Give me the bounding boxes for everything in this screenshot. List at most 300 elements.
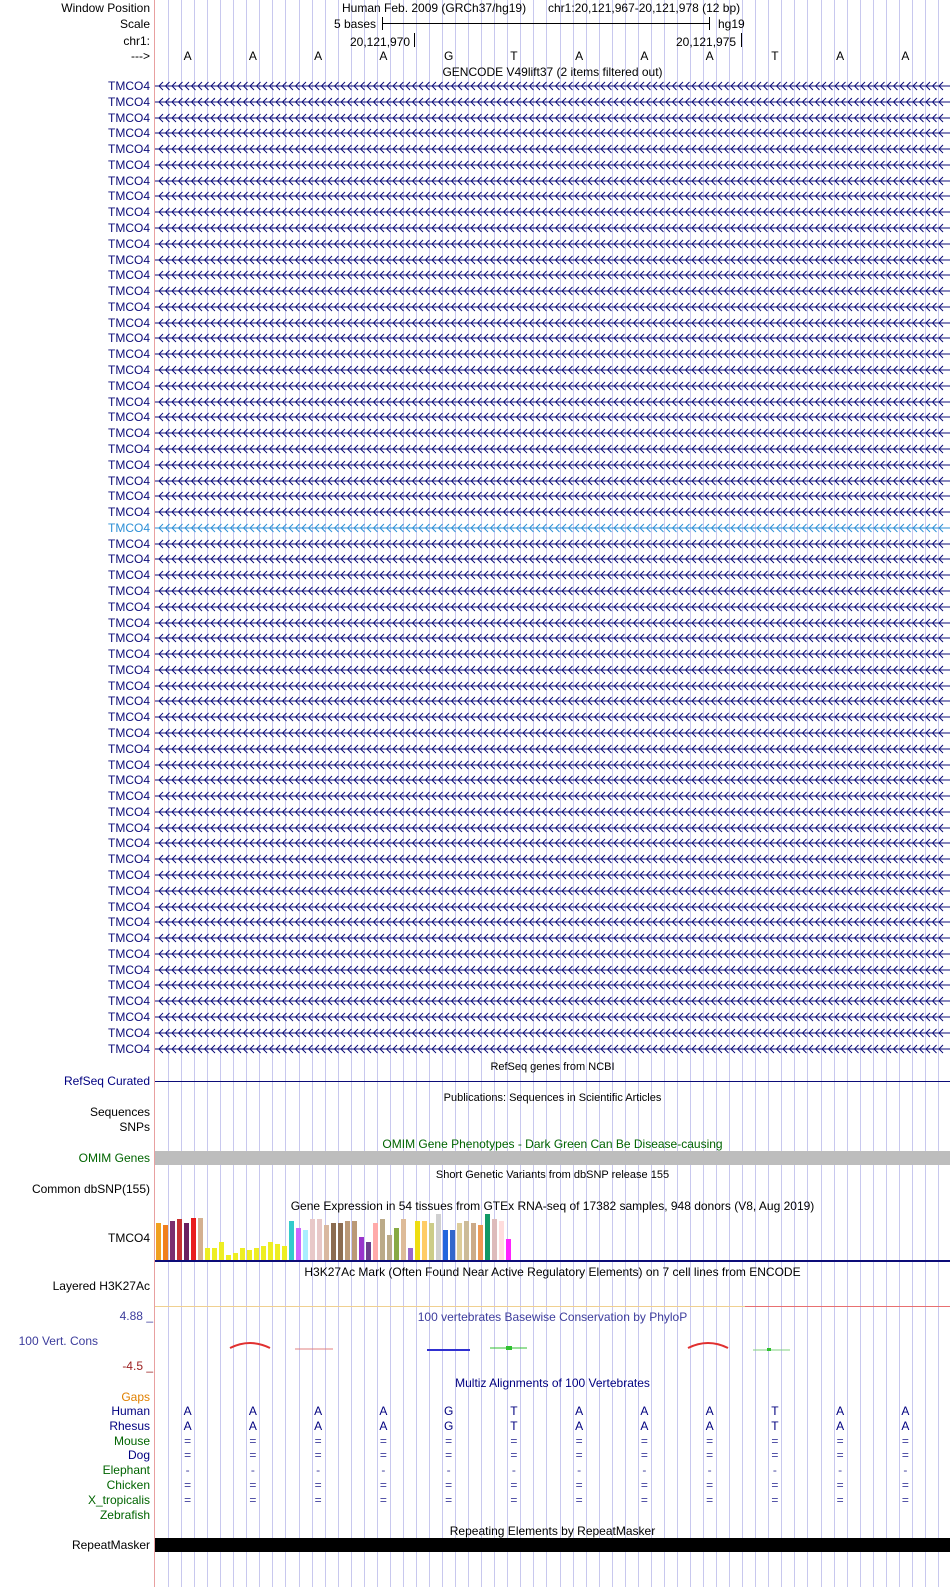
- gtex-bar[interactable]: [478, 1225, 483, 1260]
- gencode-gene-label[interactable]: TMCO4: [108, 710, 150, 725]
- gencode-gene-label[interactable]: TMCO4: [108, 378, 150, 393]
- multiz-base: T: [510, 1404, 518, 1418]
- gencode-transcript[interactable]: [155, 885, 950, 897]
- multiz-base: A: [379, 1418, 388, 1433]
- gencode-transcript[interactable]: [155, 648, 950, 660]
- multiz-species-label[interactable]: Mouse: [113, 1433, 150, 1448]
- gtex-bar[interactable]: [219, 1242, 224, 1260]
- base-letter: A: [379, 49, 388, 63]
- gencode-gene-label[interactable]: TMCO4: [108, 426, 150, 441]
- gencode-transcript[interactable]: [155, 190, 950, 202]
- gtex-bar[interactable]: [471, 1223, 476, 1260]
- gencode-gene-label[interactable]: TMCO4: [108, 520, 150, 535]
- multiz-base: A: [705, 1418, 714, 1433]
- gencode-gene-label[interactable]: TMCO4: [108, 1041, 150, 1056]
- gtex-bar[interactable]: [429, 1223, 434, 1260]
- multiz-base: =: [510, 1448, 518, 1463]
- scale-label: Scale: [119, 17, 150, 31]
- gencode-gene-label[interactable]: TMCO4: [108, 962, 150, 977]
- gencode-gene-label[interactable]: TMCO4: [108, 615, 150, 630]
- gencode-transcript[interactable]: [155, 380, 950, 392]
- gencode-transcript[interactable]: [155, 112, 950, 124]
- gencode-gene-label[interactable]: TMCO4: [108, 899, 150, 914]
- gencode-gene-label[interactable]: TMCO4: [108, 804, 150, 819]
- gtex-bar[interactable]: [443, 1230, 448, 1260]
- gtex-bar[interactable]: [156, 1223, 161, 1260]
- gtex-bar[interactable]: [394, 1228, 399, 1260]
- multiz-base: A: [183, 1404, 192, 1418]
- multiz-base: =: [379, 1492, 387, 1507]
- gtex-bar[interactable]: [170, 1221, 175, 1260]
- gencode-gene-label[interactable]: TMCO4: [108, 552, 150, 567]
- assembly-text: Human Feb. 2009 (GRCh37/hg19): [342, 1, 527, 15]
- gtex-bar[interactable]: [233, 1253, 238, 1260]
- multiz-base: =: [575, 1478, 583, 1492]
- gencode-transcript[interactable]: [155, 459, 950, 471]
- gencode-gene-label[interactable]: TMCO4: [108, 331, 150, 346]
- base-letter: A: [248, 49, 257, 63]
- gencode-transcript[interactable]: [155, 774, 950, 786]
- gencode-transcript[interactable]: [155, 427, 950, 439]
- gencode-gene-label[interactable]: TMCO4: [108, 978, 150, 993]
- multiz-base: =: [640, 1433, 648, 1448]
- gencode-transcript[interactable]: [155, 695, 950, 707]
- gencode-transcript[interactable]: [155, 159, 950, 171]
- dbsnp-label[interactable]: Common dbSNP(155): [31, 1182, 150, 1196]
- multiz-base: =: [901, 1433, 909, 1448]
- gencode-gene-label[interactable]: TMCO4: [108, 189, 150, 204]
- dbsnp-title[interactable]: Short Genetic Variants from dbSNP release 155: [435, 1169, 670, 1181]
- gencode-gene-label[interactable]: TMCO4: [108, 647, 150, 662]
- refseq-feature[interactable]: [155, 1081, 950, 1082]
- h3k27ac-label[interactable]: Layered H3K27Ac: [52, 1279, 150, 1293]
- multiz-species-label[interactable]: X_tropicalis: [87, 1492, 150, 1507]
- omim-label[interactable]: OMIM Genes: [78, 1151, 150, 1165]
- gencode-transcript[interactable]: [155, 901, 950, 913]
- refseq-label[interactable]: RefSeq Curated: [63, 1074, 150, 1088]
- multiz-title[interactable]: Multiz Alignments of 100 Vertebrates: [455, 1376, 650, 1390]
- gencode-transcript[interactable]: [155, 443, 950, 455]
- multiz-base: =: [379, 1478, 387, 1492]
- gencode-gene-label[interactable]: TMCO4: [108, 473, 150, 488]
- multiz-base: =: [249, 1492, 257, 1507]
- gencode-transcript[interactable]: [155, 664, 950, 676]
- gencode-gene-label[interactable]: TMCO4: [108, 725, 150, 740]
- db-text: hg19: [718, 17, 745, 31]
- multiz-base: G: [443, 1404, 454, 1418]
- conservation-min-label: -4.5 _: [122, 1359, 153, 1373]
- gencode-gene-label[interactable]: TMCO4: [108, 741, 150, 756]
- gtex-bar-chart[interactable]: [155, 1214, 535, 1260]
- gtex-bar[interactable]: [506, 1239, 511, 1260]
- gtex-bar[interactable]: [352, 1221, 357, 1260]
- gtex-bar[interactable]: [331, 1223, 336, 1260]
- gencode-gene-label[interactable]: TMCO4: [108, 94, 150, 109]
- gencode-transcript[interactable]: [155, 143, 950, 155]
- base-letter: A: [575, 49, 584, 63]
- multiz-base: A: [248, 1404, 257, 1418]
- gencode-transcript[interactable]: [155, 348, 950, 360]
- multiz-base: -: [185, 1463, 190, 1478]
- base-letter: T: [771, 49, 779, 63]
- multiz-species-label[interactable]: Rhesus: [109, 1418, 150, 1433]
- gencode-gene-label[interactable]: TMCO4: [108, 883, 150, 898]
- base-letter: A: [705, 49, 714, 63]
- multiz-base: =: [706, 1478, 714, 1492]
- gtex-bar[interactable]: [303, 1230, 308, 1260]
- gencode-transcript[interactable]: [155, 711, 950, 723]
- gencode-gene-label[interactable]: TMCO4: [108, 110, 150, 125]
- multiz-base: =: [184, 1478, 192, 1492]
- h3k27ac-title[interactable]: H3K27Ac Mark (Often Found Near Active Regulatory Elements) on 7 cell lines from ENCODE: [304, 1265, 801, 1279]
- gencode-transcript[interactable]: [155, 96, 950, 108]
- gencode-transcript[interactable]: [155, 269, 950, 281]
- gtex-bar[interactable]: [317, 1219, 322, 1260]
- gencode-gene-label[interactable]: TMCO4: [108, 583, 150, 598]
- gencode-gene-label[interactable]: TMCO4: [108, 836, 150, 851]
- gencode-gene-label[interactable]: TMCO4: [108, 789, 150, 804]
- gtex-bar[interactable]: [212, 1248, 217, 1260]
- gencode-transcript[interactable]: [155, 569, 950, 581]
- gencode-gene-label[interactable]: TMCO4: [108, 457, 150, 472]
- publications-title[interactable]: Publications: Sequences in Scientific Articles: [443, 1092, 662, 1104]
- gtex-bar[interactable]: [499, 1221, 504, 1260]
- gtex-bar[interactable]: [289, 1221, 294, 1260]
- scale-bar-right-tick: [709, 17, 710, 30]
- gencode-gene-label[interactable]: TMCO4: [108, 236, 150, 251]
- gencode-transcript[interactable]: [155, 948, 950, 960]
- gencode-gene-label[interactable]: TMCO4: [108, 79, 150, 93]
- gencode-gene-label[interactable]: TMCO4: [108, 441, 150, 456]
- gencode-gene-label[interactable]: TMCO4: [108, 505, 150, 520]
- gencode-transcript[interactable]: [155, 617, 950, 629]
- gtex-bar[interactable]: [338, 1223, 343, 1260]
- gencode-gene-label[interactable]: TMCO4: [108, 299, 150, 314]
- multiz-base: =: [184, 1492, 192, 1507]
- multiz-base: =: [379, 1448, 387, 1463]
- gtex-bar[interactable]: [380, 1219, 385, 1260]
- gencode-gene-label[interactable]: TMCO4: [108, 126, 150, 141]
- multiz-base: =: [836, 1478, 844, 1492]
- gencode-transcript[interactable]: [155, 1027, 950, 1039]
- gencode-transcript[interactable]: [155, 127, 950, 139]
- gencode-transcript[interactable]: [155, 806, 950, 818]
- gencode-gene-label[interactable]: TMCO4: [108, 599, 150, 614]
- gencode-transcript[interactable]: [155, 680, 950, 692]
- gencode-gene-label[interactable]: TMCO4: [108, 631, 150, 646]
- multiz-base: A: [836, 1418, 845, 1433]
- gencode-transcript[interactable]: [155, 601, 950, 613]
- gtex-bar[interactable]: [401, 1219, 406, 1260]
- gencode-transcript[interactable]: [155, 80, 950, 92]
- multiz-base: =: [575, 1448, 583, 1463]
- gencode-gene-label[interactable]: TMCO4: [108, 946, 150, 961]
- gencode-gene-label[interactable]: TMCO4: [108, 868, 150, 882]
- gencode-transcript[interactable]: [155, 254, 950, 266]
- multiz-species-label[interactable]: Chicken: [106, 1478, 150, 1492]
- gtex-bar[interactable]: [345, 1221, 350, 1260]
- gencode-gene-label[interactable]: TMCO4: [108, 662, 150, 677]
- multiz-base: =: [575, 1492, 583, 1507]
- gencode-transcript[interactable]: [155, 853, 950, 865]
- gencode-transcript[interactable]: [155, 506, 950, 518]
- gencode-gene-label[interactable]: TMCO4: [108, 363, 150, 378]
- multiz-base: =: [836, 1448, 844, 1463]
- gencode-transcript[interactable]: [155, 727, 950, 739]
- multiz-base: -: [707, 1463, 712, 1478]
- gencode-gene-label[interactable]: TMCO4: [108, 536, 150, 551]
- omim-feature[interactable]: [155, 1151, 950, 1165]
- gencode-gene-label[interactable]: TMCO4: [108, 221, 150, 236]
- multiz-base: -: [642, 1463, 647, 1478]
- gencode-gene-label[interactable]: TMCO4: [108, 284, 150, 299]
- multiz-base: -: [381, 1463, 386, 1478]
- refseq-title[interactable]: RefSeq genes from NCBI: [490, 1061, 615, 1073]
- multiz-base: A: [379, 1404, 388, 1418]
- multiz-base: -: [316, 1463, 321, 1478]
- gtex-label[interactable]: TMCO4: [108, 1231, 150, 1245]
- gencode-transcript[interactable]: [155, 837, 950, 849]
- multiz-base: =: [510, 1492, 518, 1507]
- multiz-base: =: [640, 1492, 648, 1507]
- gtex-bar[interactable]: [464, 1221, 469, 1260]
- gtex-bar[interactable]: [247, 1250, 252, 1260]
- scale-text: 5 bases: [334, 17, 377, 31]
- gtex-bar[interactable]: [163, 1225, 168, 1260]
- gencode-gene-label[interactable]: TMCO4: [108, 820, 150, 835]
- coord-right: 20,121,975: [676, 35, 737, 49]
- multiz-base: G: [443, 1418, 454, 1433]
- gencode-gene-label[interactable]: TMCO4: [108, 394, 150, 409]
- publications-label-sequences[interactable]: Sequences: [89, 1105, 150, 1119]
- gtex-bar[interactable]: [373, 1223, 378, 1260]
- multiz-base: =: [706, 1448, 714, 1463]
- gencode-gene-label[interactable]: TMCO4: [108, 994, 150, 1009]
- multiz-base: A: [901, 1418, 910, 1433]
- gtex-bar[interactable]: [282, 1246, 287, 1260]
- multiz-base: =: [445, 1492, 453, 1507]
- base-letter: A: [836, 49, 845, 63]
- gencode-transcript[interactable]: [155, 632, 950, 644]
- gtex-bar[interactable]: [415, 1221, 420, 1260]
- gencode-transcript[interactable]: [155, 222, 950, 234]
- gencode-gene-label[interactable]: TMCO4: [108, 757, 150, 772]
- gtex-bar[interactable]: [240, 1248, 245, 1260]
- gencode-transcript[interactable]: [155, 285, 950, 297]
- gtex-bar[interactable]: [366, 1242, 371, 1260]
- multiz-base: -: [838, 1463, 843, 1478]
- multiz-base: =: [184, 1433, 192, 1448]
- gtex-bar[interactable]: [485, 1214, 490, 1260]
- gtex-bar[interactable]: [198, 1218, 203, 1260]
- gencode-gene-label[interactable]: TMCO4: [108, 252, 150, 267]
- gtex-bar[interactable]: [268, 1242, 273, 1260]
- multiz-base: =: [445, 1478, 453, 1492]
- multiz-base: T: [771, 1418, 779, 1433]
- repeatmasker-feature[interactable]: [155, 1538, 950, 1552]
- multiz-base: =: [771, 1478, 779, 1492]
- publications-label-snps[interactable]: SNPs: [119, 1120, 150, 1134]
- gencode-transcript[interactable]: [155, 490, 950, 502]
- coord-right-tick: [741, 33, 742, 47]
- gencode-gene-label[interactable]: TMCO4: [108, 410, 150, 425]
- gencode-gene-label[interactable]: TMCO4: [108, 568, 150, 583]
- gencode-transcript[interactable]: [155, 1011, 950, 1023]
- multiz-base: -: [446, 1463, 451, 1478]
- multiz-species-label[interactable]: Elephant: [102, 1463, 150, 1478]
- gtex-bar[interactable]: [191, 1218, 196, 1260]
- gtex-bar[interactable]: [436, 1214, 441, 1260]
- multiz-base: T: [510, 1418, 518, 1433]
- gencode-transcript[interactable]: [155, 916, 950, 928]
- multiz-base: =: [510, 1478, 518, 1492]
- gencode-gene-label[interactable]: TMCO4: [108, 773, 150, 788]
- position-text: chr1:20,121,967-20,121,978 (12 bp): [548, 1, 741, 15]
- multiz-base: =: [901, 1448, 909, 1463]
- gtex-title[interactable]: Gene Expression in 54 tissues from GTEx RNA-seq of 17382 samples, 948 donors (V8, Aug 2019): [290, 1199, 815, 1213]
- gencode-gene-label[interactable]: TMCO4: [108, 1010, 150, 1025]
- gtex-bar[interactable]: [177, 1219, 182, 1260]
- base-letter: A: [640, 49, 649, 63]
- gtex-bar[interactable]: [310, 1219, 315, 1260]
- gtex-bar[interactable]: [205, 1248, 210, 1260]
- h3k27ac-signal-1: [155, 1306, 745, 1307]
- gtex-bar[interactable]: [457, 1223, 462, 1260]
- gencode-gene-label[interactable]: TMCO4: [108, 315, 150, 330]
- multiz-base: -: [772, 1463, 777, 1478]
- gencode-transcript[interactable]: [155, 238, 950, 250]
- gencode-transcript[interactable]: [155, 822, 950, 834]
- base-letter: A: [901, 49, 910, 63]
- gencode-transcript[interactable]: [155, 332, 950, 344]
- gtex-bar[interactable]: [492, 1219, 497, 1260]
- multiz-base: -: [511, 1463, 516, 1478]
- gencode-gene-label[interactable]: TMCO4: [108, 694, 150, 709]
- multiz-base: A: [705, 1404, 714, 1418]
- gencode-gene-label[interactable]: TMCO4: [108, 205, 150, 220]
- gtex-bar[interactable]: [422, 1221, 427, 1260]
- h3k27ac-signal-2: [745, 1306, 950, 1307]
- gencode-transcript[interactable]: [155, 553, 950, 565]
- base-letter: A: [314, 49, 323, 63]
- gtex-bar[interactable]: [387, 1235, 392, 1260]
- gencode-transcript[interactable]: [155, 979, 950, 991]
- gencode-transcript[interactable]: [155, 869, 950, 881]
- repeatmasker-label[interactable]: RepeatMasker: [71, 1538, 150, 1552]
- gencode-transcript[interactable]: [155, 790, 950, 802]
- multiz-base: A: [314, 1404, 323, 1418]
- gencode-transcript[interactable]: [155, 411, 950, 423]
- multiz-base: =: [249, 1433, 257, 1448]
- omim-title[interactable]: OMIM Gene Phenotypes - Dark Green Can Be Disease-causing: [382, 1137, 723, 1151]
- gencode-transcript[interactable]: [155, 475, 950, 487]
- multiz-species-label[interactable]: Dog: [127, 1448, 150, 1463]
- gencode-transcript[interactable]: [155, 995, 950, 1007]
- gencode-transcript[interactable]: [155, 743, 950, 755]
- gtex-bar[interactable]: [324, 1225, 329, 1260]
- gencode-gene-label[interactable]: TMCO4: [108, 1025, 150, 1040]
- gtex-bar[interactable]: [450, 1230, 455, 1260]
- gencode-transcript[interactable]: [155, 522, 950, 534]
- gencode-transcript[interactable]: [155, 1043, 950, 1055]
- gencode-transcript[interactable]: [155, 964, 950, 976]
- multiz-base: =: [314, 1448, 322, 1463]
- multiz-base: -: [577, 1463, 582, 1478]
- scale-bar-left-tick: [382, 17, 383, 30]
- strand-label: --->: [131, 49, 150, 63]
- gtex-bar[interactable]: [359, 1237, 364, 1260]
- gtex-bar[interactable]: [275, 1244, 280, 1260]
- multiz-base: =: [249, 1478, 257, 1492]
- multiz-base: =: [836, 1492, 844, 1507]
- gencode-gene-label[interactable]: TMCO4: [108, 347, 150, 362]
- repeatmasker-title[interactable]: Repeating Elements by RepeatMasker: [449, 1524, 656, 1538]
- gencode-gene-label[interactable]: TMCO4: [108, 852, 150, 867]
- multiz-gaps-label[interactable]: Gaps: [121, 1390, 150, 1404]
- multiz-base: =: [184, 1448, 192, 1463]
- gencode-transcript[interactable]: [155, 932, 950, 944]
- multiz-base: =: [640, 1448, 648, 1463]
- gencode-gene-label[interactable]: TMCO4: [108, 915, 150, 930]
- multiz-base: =: [706, 1433, 714, 1448]
- gencode-transcript[interactable]: [155, 759, 950, 771]
- gencode-transcript[interactable]: [155, 301, 950, 313]
- gencode-gene-label[interactable]: TMCO4: [108, 678, 150, 693]
- gtex-bar[interactable]: [408, 1248, 413, 1260]
- gencode-gene-label[interactable]: TMCO4: [108, 931, 150, 946]
- gtex-bar[interactable]: [261, 1246, 266, 1260]
- coord-left: 20,121,970: [350, 35, 411, 49]
- gtex-bar[interactable]: [184, 1223, 189, 1260]
- multiz-base: -: [250, 1463, 255, 1478]
- gencode-gene-label[interactable]: TMCO4: [108, 173, 150, 188]
- multiz-base: =: [771, 1492, 779, 1507]
- multiz-species-label[interactable]: Zebrafish: [99, 1507, 150, 1522]
- gencode-transcript[interactable]: [155, 538, 950, 550]
- multiz-base: =: [249, 1448, 257, 1463]
- multiz-base: =: [640, 1478, 648, 1492]
- gencode-gene-label[interactable]: TMCO4: [108, 157, 150, 172]
- chrom-label: chr1:: [123, 34, 150, 48]
- multiz-species-label[interactable]: Human: [111, 1404, 150, 1418]
- multiz-base: =: [706, 1492, 714, 1507]
- multiz-base: T: [771, 1404, 779, 1418]
- conservation-plot[interactable]: [155, 1330, 950, 1370]
- gencode-gene-label[interactable]: TMCO4: [108, 489, 150, 504]
- base-letter: T: [510, 49, 518, 63]
- gencode-transcript[interactable]: [155, 317, 950, 329]
- scale-bar: [382, 23, 710, 24]
- multiz-base: A: [640, 1418, 649, 1433]
- gtex-bar[interactable]: [254, 1248, 259, 1260]
- gencode-gene-label[interactable]: TMCO4: [108, 268, 150, 283]
- gencode-gene-label[interactable]: TMCO4: [108, 142, 150, 157]
- gencode-transcript[interactable]: [155, 175, 950, 187]
- gencode-transcript[interactable]: [155, 396, 950, 408]
- gencode-transcript[interactable]: [155, 206, 950, 218]
- gencode-transcript[interactable]: [155, 364, 950, 376]
- multiz-base: A: [901, 1404, 910, 1418]
- multiz-base: -: [903, 1463, 908, 1478]
- conservation-title[interactable]: 100 vertebrates Basewise Conservation by PhyloP: [417, 1310, 688, 1324]
- multiz-base: =: [771, 1448, 779, 1463]
- gencode-title[interactable]: GENCODE V49lift37 (2 items filtered out): [442, 65, 663, 79]
- multiz-base: =: [771, 1433, 779, 1448]
- multiz-base: =: [510, 1433, 518, 1448]
- gencode-transcript[interactable]: [155, 585, 950, 597]
- conservation-label[interactable]: 100 Vert. Cons: [18, 1334, 98, 1348]
- gtex-bar[interactable]: [296, 1228, 301, 1260]
